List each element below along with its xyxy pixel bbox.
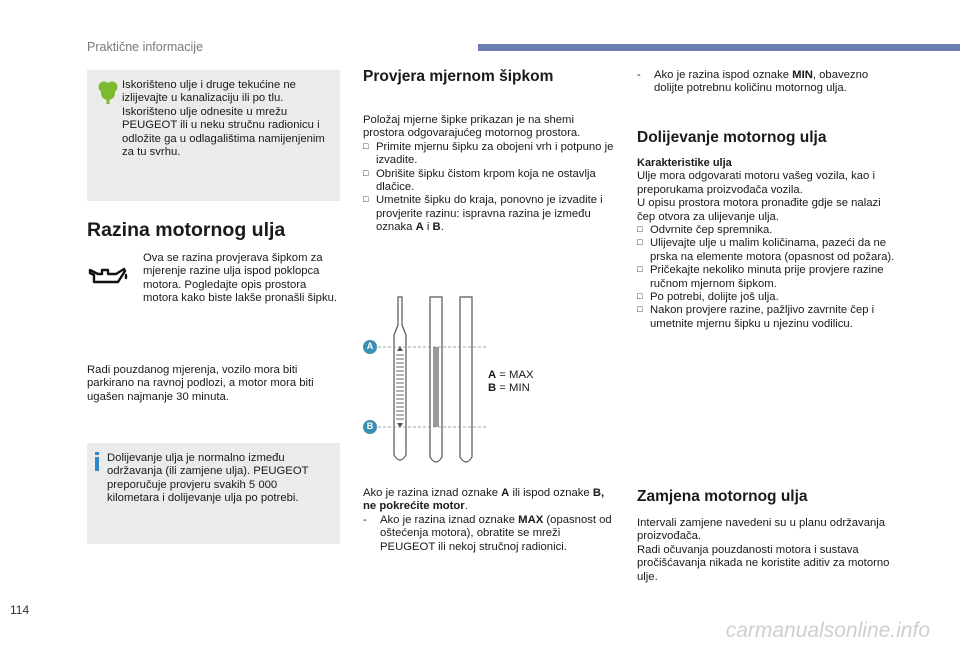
- legend-max: A = MAX: [488, 369, 534, 381]
- oil-note-text: Ova se razina provjerava šipkom za mjerenje razine ulja ispod poklopca motora. Pogledajte opis prostora motora kako biste lakše pronašli šipku.: [143, 252, 338, 305]
- info-icon: [95, 452, 99, 455]
- parking-paragraph: Radi pouzdanog mjerenja, vozilo mora biti parkirano na ravnoj podlozi, a motor mora biti ugašen najmanje 30 minuta.: [87, 364, 314, 403]
- dipstick-diagram: [360, 295, 490, 467]
- oil-level-title: Razina motornog ulja: [87, 219, 286, 241]
- marker-b: B: [366, 421, 374, 431]
- legend-min: B = MIN: [488, 382, 530, 394]
- info-note-text: Dolijevanje ulja je normalno između održavanja (ili zamjene ulja). PEUGEOT preporučuje provjeru svakih 5 000 kilometara i dolijevanje ulja po potrebi.: [107, 452, 309, 505]
- level-warning: [363, 487, 615, 554]
- dipstick-check-title: Provjera mjernom šipkom: [363, 68, 554, 85]
- above-max-item: - Ako je razina iznad oznake MAX (opasnost od oštećenja motora), obratite se mreži PEUGEOT ili nekoj stručnoj radionici.: [363, 514, 615, 554]
- eco-note-text: Iskorišteno ulje i druge tekućine ne izlijevajte u kanalizaciju ili po tlu. Iskorišteno ulje odnesite u mrežu PEUGEOT ili u neku stručnu radionicu i odložite ga u odlagalištima namijenjenim za tu svrhu.: [122, 79, 325, 159]
- info-note-box: [87, 443, 340, 544]
- topping-step-1: □ Odvrnite čep spremnika.: [637, 224, 899, 237]
- topping-up-body: [637, 157, 899, 331]
- oil-change-interval: Intervali zamjene navedeni su u planu održavanja proizvođača.: [637, 517, 886, 543]
- topping-step-3: □ Pričekajte nekoliko minuta prije provjere razine ručnom mjernom šipkom.: [637, 264, 899, 291]
- filler-cap-text: U opisu prostora motora pronađite gdje se nalazi čep otvora za ulijevanje ulja.: [637, 197, 881, 223]
- below-min-block: [637, 69, 892, 96]
- dipstick-step-2: □ Obrišite šipku čistom krpom koja ne ostavlja dlačice.: [363, 168, 615, 195]
- topping-step-4: □ Po potrebi, dolijte još ulja.: [637, 291, 899, 304]
- page-number: 114: [10, 603, 30, 617]
- info-icon-stem: [95, 457, 99, 471]
- dipstick-step-3: □ Umetnite šipku do kraja, ponovno je izvadite i provjerite razinu: ispravna razina je između oznaka A i B.: [363, 194, 615, 234]
- topping-step-5: □ Nakon provjere razine, pažljivo zavrnite čep i umetnite mjernu šipku u njezinu vodilicu.: [637, 304, 899, 331]
- level-warning-text: Ako je razina iznad oznake A ili ispod oznake B, ne pokrećite motor.: [363, 487, 605, 513]
- topping-up-title: Dolijevanje motornog ulja: [637, 129, 827, 146]
- below-min-item: - Ako je razina ispod oznake MIN, obavezno dolijte potrebnu količinu motornog ulja.: [637, 69, 892, 96]
- oil-change-title: Zamjena motornog ulja: [637, 488, 808, 505]
- dipstick-instructions: [363, 114, 615, 235]
- section-title: Praktične informacije: [87, 40, 204, 54]
- marker-a: A: [366, 341, 374, 351]
- eco-note-box: [87, 70, 340, 201]
- oil-characteristics-text: Ulje mora odgovarati motoru vašeg vozila, kao i preporukama proizvođača vozila.: [637, 170, 875, 196]
- dipstick-step-1: □ Primite mjernu šipku za obojeni vrh i potpuno je izvadite.: [363, 141, 615, 168]
- oil-change-additive: Radi očuvanja pouzdanosti motora i sustava pročišćavanja nikada ne koristite aditiv za motorno ulje.: [637, 543, 890, 583]
- oil-change-body: [637, 517, 892, 584]
- dipstick-intro: Položaj mjerne šipke prikazan je na shemi prostora odgovarajućeg motornog prostora.: [363, 114, 581, 140]
- oil-characteristics-subtitle: Karakteristike ulja: [637, 157, 732, 169]
- header-bar: [478, 44, 960, 51]
- topping-step-2: □ Ulijevajte ulje u malim količinama, pazeći da ne prska na elemente motora (opasnost od požara).: [637, 237, 899, 264]
- watermark: carmanualsonline.info: [725, 619, 930, 642]
- oil-can-icon: [88, 266, 130, 286]
- leaf-icon: [97, 79, 119, 105]
